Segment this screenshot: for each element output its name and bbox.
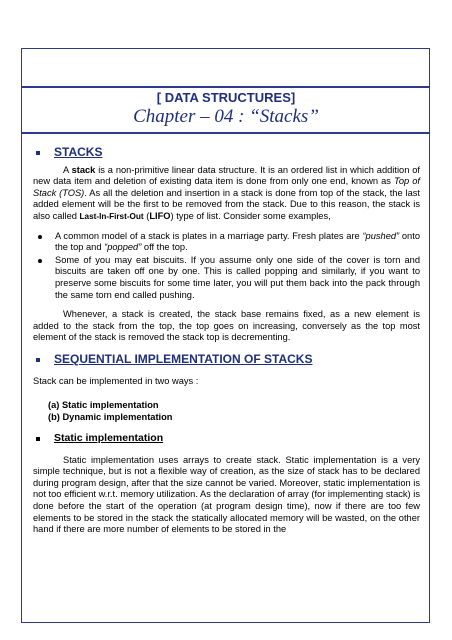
section-heading-sequential: [33, 351, 420, 366]
subject-title: [ DATA STRUCTURES]: [156, 90, 296, 105]
examples-list: [33, 231, 420, 302]
text-run: Some of you may eat biscuits. If you assume only one side of the cover is torn and biscuits are taken off one by one. This is called popping and similarly, if you want to preserve some biscuits for some time later, you will put them back into the pack through the same torn end called pushing.: [55, 254, 420, 300]
term-stack: stack: [71, 164, 96, 175]
bullet-dot-icon: [38, 259, 42, 263]
square-bullet-icon: [36, 437, 40, 441]
stacks-intro-paragraph: [33, 165, 420, 223]
list-item: [33, 231, 420, 254]
stacks-closing-paragraph: Whenever, a stack is created, the stack base remains fixed, as a new element is added to the stack from the top, the top goes on increasing, conversely as the top most element of the stack is removed the stack top is decrementing.: [33, 309, 420, 343]
text-run: off the top.: [141, 242, 188, 253]
text-run: . As all the deletion and insertion in a stack is done from top of the stack, the last added element will be the first to be removed from the stack. Due to this reason, the stack is also called: [33, 187, 420, 221]
bullet-dot-icon: [38, 235, 42, 239]
term-lifo: Last-In-First-Out: [79, 211, 144, 221]
term-pushed: “pushed”: [362, 230, 400, 241]
section-heading-static: [33, 433, 420, 445]
text-run: (: [143, 210, 150, 221]
heading-text: SEQUENTIAL IMPLEMENTATION OF STACKS: [54, 351, 313, 366]
chapter-title: Chapter – 04 : “Stacks”: [133, 106, 319, 127]
heading-text: Static implementation: [54, 432, 164, 445]
document-body: [33, 147, 420, 544]
way-dynamic: (b) Dynamic implementation: [48, 412, 173, 423]
term-popped: “popped”: [104, 242, 142, 253]
text-run: A common model of a stack is plates in a marriage party. Fresh plates are: [55, 230, 363, 241]
square-bullet-icon: [36, 358, 40, 362]
header-rule-top: [21, 86, 430, 88]
way-static: (a) Static implementation: [48, 400, 159, 411]
section-heading-stacks: [33, 147, 420, 159]
heading-text: STACKS: [54, 145, 103, 159]
text-run: onto the top and: [55, 230, 420, 253]
text-run: is a non-primitive linear data structure. It is an ordered list in which addition of new data item and deletion of existing data item is done from only one end, known as: [33, 164, 420, 187]
static-body-paragraph: Static implementation uses arrays to create stack. Static implementation is a very simple technique, but is not a flexible way of creation, as the size of stack has to be declared during program design, after that the size cannot be varied. Moreover, static implementation is not too efficient w.r.t. memory utilization. As the declaration of array (for implementing stack) is done before the start of the operation (at program design time), now if there are too few elements to be stored in the stack the statically allocated memory will be wasted, on the other hand if there are more number of elements to be stored in the: [33, 454, 420, 535]
text-run: ) type of list. Consider some examples,: [170, 210, 331, 221]
term-lifo-abbr: LIFO: [149, 210, 171, 221]
list-item: [33, 255, 420, 301]
header-rule-bottom: [21, 132, 430, 134]
implementation-ways: [48, 399, 420, 423]
text-run: A: [63, 164, 72, 175]
term-tos: Top of Stack (TOS): [33, 176, 420, 198]
sequential-intro: Stack can be implemented in two ways :: [33, 375, 199, 386]
square-bullet-icon: [36, 151, 40, 155]
